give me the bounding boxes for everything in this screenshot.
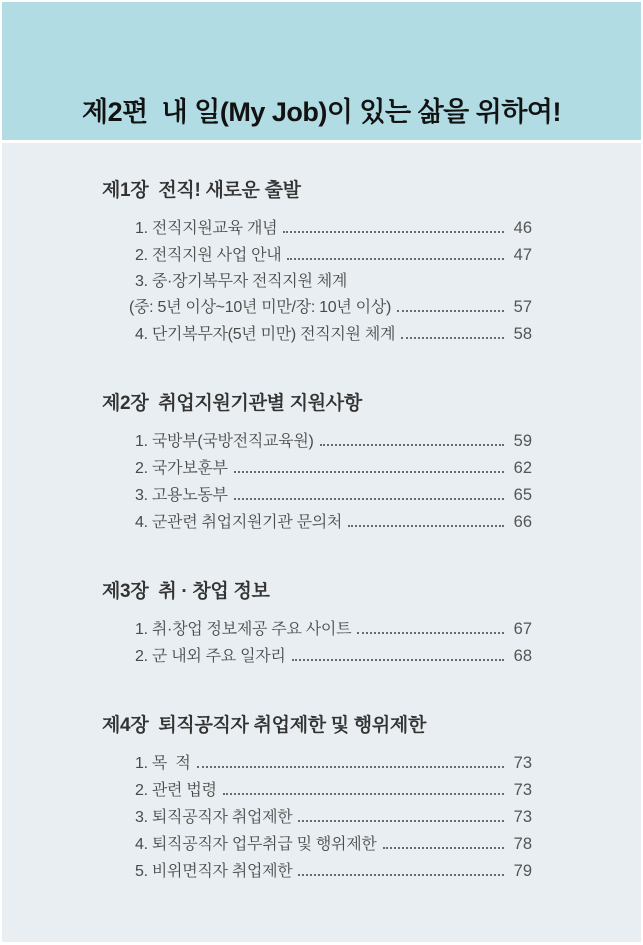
chapter-heading: 제1장 전직! 새로운 출발	[102, 180, 301, 201]
page-number: 46	[513, 219, 532, 237]
page-number: 59	[513, 432, 532, 450]
dotted-leader	[397, 310, 504, 312]
toc-chapter-1	[102, 175, 532, 348]
chapter-items	[102, 215, 532, 348]
toc-item	[135, 616, 532, 643]
dotted-leader	[283, 231, 504, 233]
dotted-leader	[320, 444, 504, 446]
dotted-leader	[292, 659, 504, 661]
toc-item	[135, 482, 532, 509]
item-sublabel: (중: 5년 이상~10년 미만/장: 10년 이상)	[129, 299, 391, 316]
item-label: 2. 전직지원 사업 안내	[135, 247, 282, 264]
page-number: 47	[513, 246, 532, 264]
page-number: 65	[513, 486, 532, 504]
item-label: 5. 비위면직자 취업제한	[135, 863, 293, 880]
page-number: 68	[513, 647, 532, 665]
item-label: 4. 단기복무자(5년 미만) 전직지원 체계	[135, 326, 396, 343]
content-panel	[2, 143, 641, 942]
page-number: 58	[513, 325, 532, 343]
toc-item	[135, 509, 532, 536]
toc-chapter-2	[102, 388, 532, 536]
dotted-leader	[348, 525, 504, 527]
page-number: 62	[513, 459, 532, 477]
chapter-items	[102, 616, 532, 670]
toc-item	[135, 321, 532, 348]
item-label: 1. 국방부(국방전직교육원)	[135, 433, 314, 450]
page-number: 66	[513, 513, 532, 531]
chapter-heading: 제3장 취 · 창업 정보	[102, 581, 270, 602]
dotted-leader	[383, 847, 504, 849]
item-label: 3. 중·장기복무자 전직지원 체계	[135, 273, 348, 290]
item-label: 3. 고용노동부	[135, 487, 228, 504]
page-number: 67	[513, 620, 532, 638]
toc-item	[135, 777, 532, 804]
dotted-leader	[234, 471, 504, 473]
toc-item	[135, 643, 532, 670]
dotted-leader	[298, 874, 504, 876]
item-label: 2. 군 내외 주요 일자리	[135, 648, 286, 665]
chapter-items	[102, 750, 532, 885]
header-band	[2, 2, 641, 140]
toc-item	[135, 858, 532, 885]
toc-chapter-3	[102, 576, 532, 670]
item-label: 1. 취·창업 정보제공 주요 사이트	[135, 621, 352, 638]
page-number: 73	[513, 808, 532, 826]
toc-item	[135, 455, 532, 482]
dotted-leader	[298, 820, 504, 822]
item-label: 4. 군관련 취업지원기관 문의처	[135, 514, 343, 531]
toc-item	[135, 750, 532, 777]
dotted-leader	[197, 766, 505, 768]
toc-chapter-4	[102, 710, 532, 885]
item-label: 1. 전직지원교육 개념	[135, 220, 278, 237]
chapter-heading: 제4장 퇴직공직자 취업제한 및 행위제한	[102, 715, 427, 736]
page-number: 73	[513, 754, 532, 772]
toc-item	[135, 831, 532, 858]
chapter-items	[102, 428, 532, 536]
page-title: 제2편 내 일(My Job)이 있는 삶을 위하여!	[82, 97, 561, 127]
toc-item	[129, 269, 532, 321]
dotted-leader	[234, 498, 504, 500]
item-label: 2. 국가보훈부	[135, 460, 228, 477]
item-subline	[129, 294, 532, 321]
page-number: 78	[513, 835, 532, 853]
dotted-leader	[287, 258, 504, 260]
chapter-heading: 제2장 취업지원기관별 지원사항	[102, 393, 362, 414]
toc-item	[135, 428, 532, 455]
item-label: 4. 퇴직공직자 업무취급 및 행위제한	[135, 836, 377, 853]
table-of-contents	[2, 143, 532, 885]
dotted-leader	[357, 632, 504, 634]
toc-item	[135, 215, 532, 242]
page-number: 57	[513, 298, 532, 316]
page-number: 73	[513, 781, 532, 799]
item-label: 1. 목 적	[135, 755, 191, 772]
item-label: 3. 퇴직공직자 취업제한	[135, 809, 293, 826]
page-number: 79	[513, 862, 532, 880]
toc-item	[135, 242, 532, 269]
item-label: 2. 관련 법령	[135, 782, 217, 799]
dotted-leader	[401, 337, 504, 339]
toc-item	[135, 804, 532, 831]
dotted-leader	[223, 793, 504, 795]
